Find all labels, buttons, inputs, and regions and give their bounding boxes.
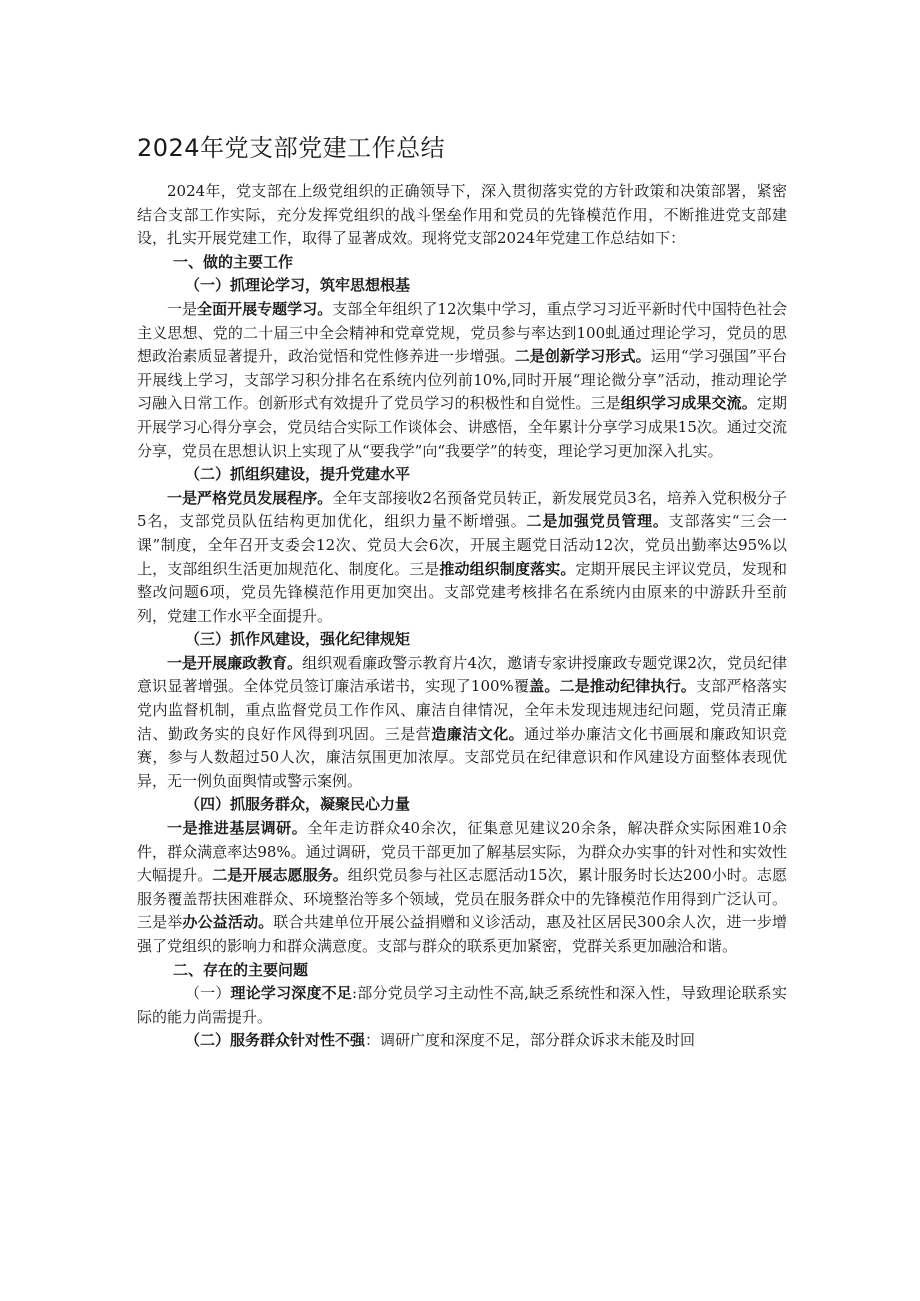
problem-item-theory <box>137 982 787 1029</box>
text-run: 全年支部接收2名预备党员转正，新发展党员3名，培养入党积极分子5名，支部党员队伍结构更加优化，组织力量不断增强。 <box>137 488 787 531</box>
section-heading-problems: 二、存在的主要问题 <box>173 960 309 979</box>
problem-label: 理论学习深度不足 <box>230 984 352 1003</box>
bold-run: 二是加强党员管理。 <box>526 512 669 531</box>
bold-run: 盖。二是推动纪律执行。 <box>529 677 697 696</box>
document-body <box>137 180 787 1053</box>
page-title: 2024年党支部党建工作总结 <box>137 134 446 162</box>
text-run: 全年走访群众40余次，征集意见建议20余条，解决群众实际困难10余件，群众满意率达98%。通过调研，党员干部更加了解基层实际，为群众办实事的针对性和实效性大幅提升。 <box>137 819 787 885</box>
problem-number: （一） <box>185 984 231 1003</box>
bold-run: 全面开展专题学习。 <box>197 299 333 318</box>
section-heading-main-work: 一、做的主要工作 <box>173 252 294 271</box>
bold-run: 一是开展廉政教育。 <box>167 653 303 672</box>
subsection-heading-organization: （二）抓组织建设，提升党建水平 <box>185 465 411 484</box>
text-run: 联合共建单位开展公益捐赠和义诊活动，惠及社区居民300余人次，进一步增强了党组织的影响力和群众满意度。支部与群众的联系更加紧密，党群关系更加融洽和谐。 <box>137 913 787 955</box>
text-run: 定期开展学习心得分享会，党员结合实际工作谈体会、讲感悟，全年累计分享学习成果15次。通过交流分享，党员在思想认识上实现了从“要我学”向“我要学”的转变，理论学习更加深入扎实。 <box>137 394 787 460</box>
problem-text: ：调研广度和深度不足，部分群众诉求未能及时回 <box>365 1031 696 1050</box>
text-run: 支部落实“三会一课”制度，全年召开支委会12次、党员大会6次，开展主题党日活动12次，党员出勤率达95%以上，支部组织生活更加规范化、制度化。三是 <box>137 512 787 578</box>
paragraph-serve-people <box>137 817 787 959</box>
problem-number: （二） <box>185 1031 231 1050</box>
bold-run: 二是开展志愿服务。 <box>212 866 348 885</box>
problem-item-service <box>137 1029 787 1053</box>
subsection-heading-discipline: （三）抓作风建设，强化纪律规矩 <box>185 630 411 649</box>
text-run: 一是 <box>167 299 198 318</box>
text-run: 运用“学习强国”平台开展线上学习，支部学习积分排名在系统内位列前10%,同时开展“理论微分享”活动，推动理论学习融入日常工作。创新形式有效提升了党员学习的积极性和自觉性。三是 <box>137 347 787 413</box>
paragraph-theory-study <box>137 298 787 463</box>
bold-run: 造廉洁文化。 <box>431 724 525 743</box>
bold-run: 推动组织制度落实。 <box>439 559 576 578</box>
text-run: 组织党员参与社区志愿活动15次，累计服务时长达200小时。志愿服务覆盖帮扶困难群众、环境整治等多个领域，党员在服务群众中的先锋模范作用得到广泛认可。三是举 <box>137 866 787 932</box>
text-run: 通过举办廉洁文化书画展和廉政知识竞赛，参与人数超过50人次，廉洁氛围更加浓厚。支部党员在纪律意识和作风建设方面整体表现优异，无一例负面舆情或警示案例。 <box>137 724 787 790</box>
bold-run: 组织学习成果交流。 <box>620 394 757 413</box>
subsection-heading-theory-study: （一）抓理论学习，筑牢思想根基 <box>185 276 411 295</box>
bold-run: 一是推进基层调研。 <box>167 819 308 838</box>
text-run: 定期开展民主评议党员，发现和整改问题6项，党员先锋模范作用更加突出。支部党建考核排名在系统内由原来的中游跃升至前列，党建工作水平全面提升。 <box>137 559 787 625</box>
text-run: 组织观看廉政警示教育片4次，邀请专家讲授廉政专题党课2次，党员纪律意识显著增强。全体党员签订廉洁承诺书，实现了100%覆 <box>137 653 787 696</box>
text-run: 支部全年组织了12次集中学习，重点学习习近平新时代中国特色社会主义思想、党的二十届三中全会精神和党章党规，党员参与率达到100虬通过理论学习，党员的思想政治素质显著提升，政治觉悟和党性修养进一步增强。 <box>137 299 787 366</box>
paragraph-organization <box>137 487 787 629</box>
bold-run: 一是严格党员发展程序。 <box>167 488 333 507</box>
problem-label: 服务群众针对性不强 <box>230 1031 366 1050</box>
bold-run: 办公益活动。 <box>182 913 274 932</box>
subsection-heading-serve-people: （四）抓服务群众，凝聚民心力量 <box>185 795 411 814</box>
bold-run: 二是创新学习形式。 <box>514 347 651 366</box>
intro-paragraph: 2024年，党支部在上级党组织的正确领导下，深入贯彻落实党的方针政策和决策部署，紧密结合支部工作实际，充分发挥党组织的战斗堡垒作用和党员的先锋模范作用，不断推进党支部建设，扎实开展党建工作，取得了显著成效。现将党支部2024年党建工作总结如下： <box>137 182 787 248</box>
text-run: 支部严格落实党内监督机制，重点监督党员工作作风、廉洁自律情况，全年未发现违规违纪问题，党员清正廉洁、勤政务实的良好作风得到巩固。三是营 <box>137 677 787 743</box>
problem-text: :部分党员学习主动性不高,缺乏系统性和深入性，导致理论联系实际的能力尚需提升。 <box>137 984 787 1026</box>
paragraph-discipline <box>137 652 787 794</box>
